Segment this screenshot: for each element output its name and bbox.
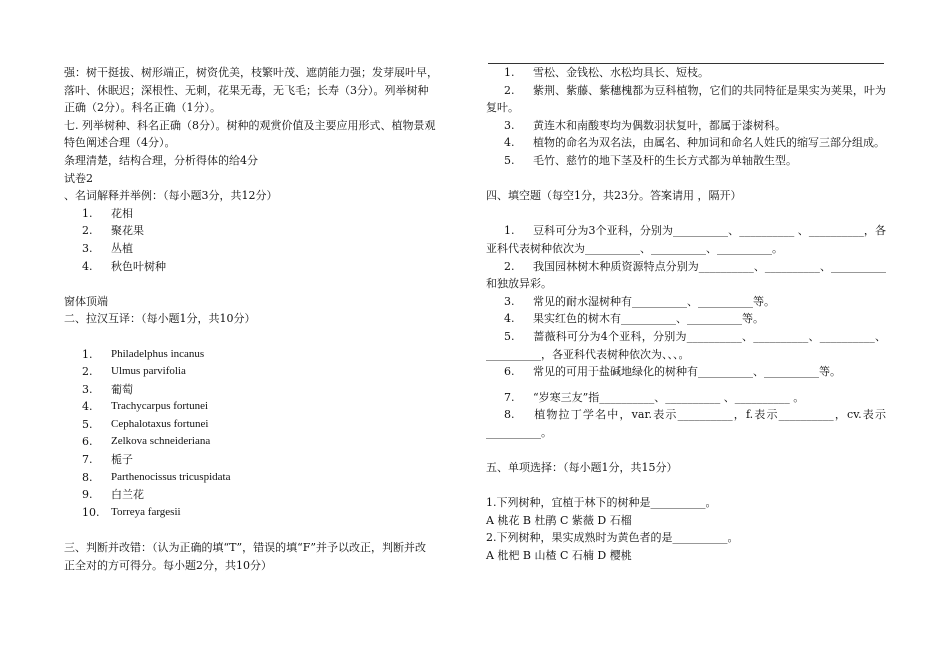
choice-options: A 桃花 B 杜鹃 C 紫薇 D 石榴 (486, 513, 632, 527)
list-item: 2. Ulmus parvifolia (82, 365, 186, 379)
list-item: 6. Zelkova schneideriana (82, 435, 211, 449)
choice-options: A 枇杷 B 山楂 C 石楠 D 樱桃 (486, 549, 632, 563)
intro-line: 特色阐述合理（4分）。 (64, 136, 176, 150)
judge-item: 1. 雪松、金钱松、水松均具长、短枝。 (504, 66, 709, 79)
section2-title: 二、拉汉互译：（每小题1分，共10分） (64, 312, 256, 326)
fill-item: 2. 我国园林树木种质资源特点分别为__________、__________、__________和独放异彩。 (486, 259, 886, 291)
intro-line: 强：树干挺拔、树形端正，树资优美，枝繁叶茂、遮荫能力强；发芽展叶早， (64, 66, 438, 79)
paper-label: 试卷2 (64, 171, 93, 185)
list-item: 3. 丛植 (82, 241, 133, 255)
intro-line: 正确（2分）。科名正确（1分）。 (64, 101, 221, 115)
list-item: 1. 花相 (82, 206, 133, 220)
judge-item: 2. 紫荆、紫藤、紫穗槐都为豆科植物，它们的共同特征是果实为荚果，叶为复叶。 (486, 83, 886, 115)
fill-item: 6. 常见的可用于盐碱地绿化的树种有__________、__________等。 (504, 365, 841, 379)
list-item: 3. 葡萄 (82, 382, 133, 396)
fill-item: 7. “岁寒三友”指__________、__________ 、__________ 。 (504, 390, 805, 404)
list-item: 2. 聚花果 (82, 224, 144, 238)
section4-title: 四、填空题（每空1分，共23分。答案请用 ，隔开） (486, 189, 742, 203)
fill-item: 4. 果实红色的树木有__________、__________等。 (504, 312, 764, 326)
list-item: 4. Trachycarpus fortunei (82, 400, 209, 414)
list-item: 9. 白兰花 (82, 488, 144, 502)
fill-item: 3. 常见的耐水湿树种有__________、__________等。 (504, 294, 775, 308)
right-column (486, 64, 886, 565)
list-item: 10. Torreya fargesii (82, 505, 181, 519)
list-item: 4. 秋色叶树种 (82, 259, 166, 273)
list-item: 1. Philadelphus incanus (82, 347, 205, 361)
list-item: 8. Parthenocissus tricuspidata (82, 470, 231, 484)
judge-item: 4. 植物的命名为双名法，由属名、种加词和命名人姓氏的缩写三部分组成。 (504, 136, 885, 150)
fill-item: 8. 植物拉丁学名中，var.表示__________，f.表示__________，cv.表示__________。 (486, 408, 886, 439)
fill-item: 1. 豆科可分为3个亚科，分别为__________、__________ 、__________，各亚科代表树种依次为__________、__________、__________。 (486, 224, 886, 255)
choice-question: 2.下列树种，果实成熟时为黄色者的是__________。 (486, 531, 739, 545)
section3-title: 三、判断并改错：（认为正确的填“T”，错误的填“F”并予以改正，判断并改 (64, 541, 426, 555)
fill-item: 5. 蔷薇科可分为4个亚科，分别为__________、__________、__________、__________，各亚科代表树种依次为、、、。 (486, 329, 886, 361)
intro-line: 条理清楚，结构合理，分析得体的给4分 (64, 153, 258, 167)
left-column (64, 64, 469, 574)
list-item: 7. 栀子 (82, 453, 133, 467)
list-item: 5. Cephalotaxus fortunei (82, 417, 209, 431)
choice-question: 1.下列树种，宜植于林下的树种是__________。 (486, 496, 717, 510)
window-top-label: 窗体顶端 (64, 294, 108, 308)
section5-title: 五、单项选择：（每小题1分，共15分） (486, 461, 678, 475)
intro-line: 七. 列举树种、科名正确（8分）。树种的观赏价值及主要应用形式、植物景观 (64, 118, 436, 132)
judge-item: 5. 毛竹、慈竹的地下茎及杆的生长方式都为单轴散生型。 (504, 153, 797, 167)
judge-item: 3. 黄连木和南酸枣均为偶数羽状复叶，都属于漆树科。 (504, 118, 786, 132)
intro-line: 落叶、休眠迟；深根性、无刺，花果无毒，无飞毛；长寿（3分）。列举树种 (64, 83, 429, 97)
section3-title-cont: 正全对的方可得分。每小题2分，共10分） (64, 558, 272, 572)
section1-title: 、名词解释并举例：（每小题3分，共12分） (64, 189, 278, 203)
